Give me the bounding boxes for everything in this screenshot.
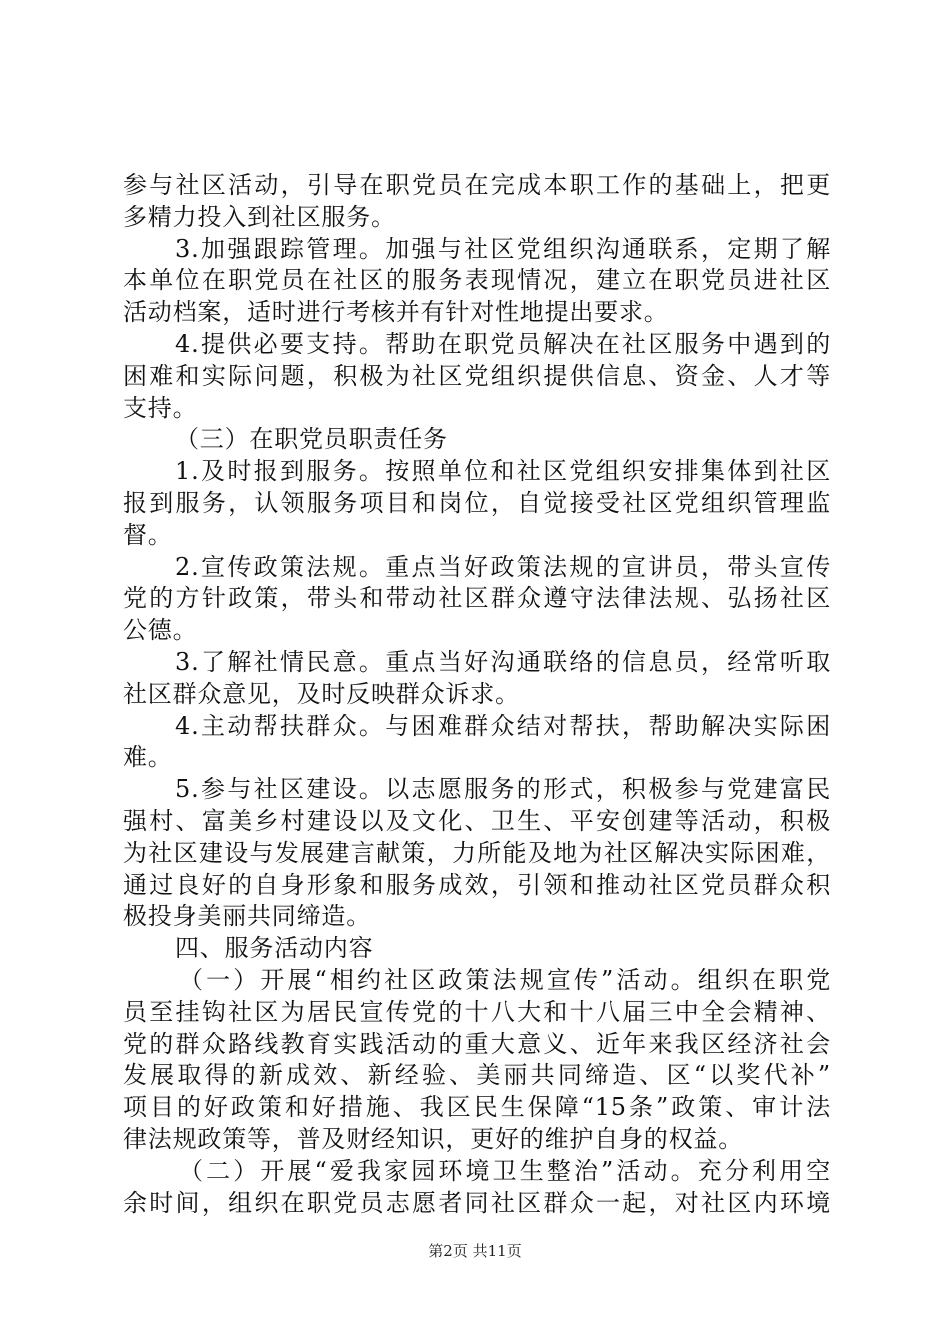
text-line: 4.提供必要支持。帮助在职党员解决在社区服务中遇到的 — [175, 329, 831, 358]
text-line: （二）开展“爱我家园环境卫生整治”活动。充分利用空 — [179, 1156, 831, 1185]
text-line: 通过良好的自身形象和服务成效，引领和推动社区党员群众积 — [123, 870, 831, 899]
text-line: 参与社区活动，引导在职党员在完成本职工作的基础上，把更 — [123, 171, 831, 199]
text-line: 4.主动帮扶群众。与困难群众结对帮扶，帮助解决实际困 — [175, 711, 831, 740]
text-line: 3.加强跟踪管理。加强与社区党组织沟通联系，定期了解 — [175, 234, 831, 263]
text-line: 极投身美丽共同缔造。 — [123, 902, 371, 931]
text-line: 为社区建设与发展建言献策，力所能及地为社区解决实际困难， — [123, 838, 831, 867]
text-line: 难。 — [123, 743, 173, 772]
text-line: 多精力投入到社区服务。 — [123, 202, 396, 231]
text-line: 党的方针政策，带头和带动社区群众遵守法律法规、弘扬社区 — [123, 584, 831, 613]
section-heading: 四、服务活动内容 — [175, 934, 374, 963]
text-line: 3.了解社情民意。重点当好沟通联络的信息员，经常听取 — [175, 647, 831, 676]
text-line: 5.参与社区建设。以志愿服务的形式，积极参与党建富民 — [175, 775, 831, 804]
text-line: 本单位在职党员在社区的服务表现情况，建立在职党员进社区 — [123, 266, 831, 295]
text-line: 困难和实际问题，积极为社区党组织提供信息、资金、人才等 — [123, 361, 831, 390]
page-number-footer: 第2页 共11页 — [428, 1242, 522, 1260]
text-line: 社区群众意见，及时反映群众诉求。 — [123, 679, 520, 708]
section-heading: （三）在职党员职责任务 — [175, 425, 448, 454]
text-line: 党的群众路线教育实践活动的重大意义、近年来我区经济社会 — [123, 1029, 831, 1058]
text-line: 项目的好政策和好措施、我区民生保障“15条”政策、审计法 — [123, 1093, 831, 1122]
text-line: 律法规政策等，普及财经知识，更好的维护自身的权益。 — [123, 1124, 743, 1153]
text-line: 支持。 — [123, 393, 198, 422]
text-line: 督。 — [123, 520, 173, 549]
text-line: 强村、富美乡村建设以及文化、卫生、平安创建等活动，积极 — [123, 806, 831, 835]
text-line: 2.宣传政策法规。重点当好政策法规的宣讲员，带头宣传 — [175, 552, 831, 581]
text-line: （一）开展“相约社区政策法规宣传”活动。组织在职党 — [179, 965, 831, 994]
text-line: 活动档案，适时进行考核并有针对性地提出要求。 — [123, 298, 669, 327]
document-body — [123, 170, 831, 1219]
text-line: 1.及时报到服务。按照单位和社区党组织安排集体到社区 — [175, 457, 831, 486]
text-line: 报到服务，认领服务项目和岗位，自觉接受社区党组织管理监 — [123, 488, 831, 517]
text-line: 发展取得的新成效、新经验、美丽共同缔造、区“以奖代补” — [123, 1061, 831, 1090]
text-line: 员至挂钩社区为居民宣传党的十八大和十八届三中全会精神、 — [123, 997, 831, 1026]
text-line: 公德。 — [123, 616, 198, 645]
text-line: 余时间，组织在职党员志愿者同社区群众一起，对社区内环境 — [123, 1188, 831, 1217]
